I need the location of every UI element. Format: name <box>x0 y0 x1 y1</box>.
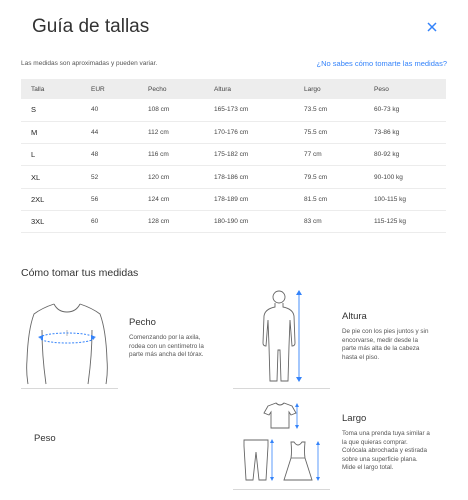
table-cell: 77 cm <box>294 144 364 166</box>
height-desc-line: De pie con los pies juntos y sin <box>342 328 429 335</box>
table-row <box>21 188 446 210</box>
length-desc-line: Colócala abrochada y estirada <box>342 447 428 454</box>
chest-desc-line: rodea con un centímetro la <box>129 342 204 350</box>
table-cell: 40 <box>81 99 138 121</box>
table-row <box>21 166 446 188</box>
table-cell: 79.5 cm <box>294 166 364 188</box>
close-button[interactable] <box>425 20 439 34</box>
column-header: Pecho <box>138 79 204 99</box>
table-cell: 178-189 cm <box>204 188 294 210</box>
table-cell: 60-73 kg <box>364 99 446 121</box>
length-description <box>342 430 430 473</box>
table-cell: 48 <box>81 144 138 166</box>
divider <box>21 388 118 389</box>
height-desc-line: parte más alta de la cabeza <box>342 345 420 352</box>
height-desc-line: encorvarse, medir desde la <box>342 336 418 344</box>
table-cell: 178-186 cm <box>204 166 294 188</box>
table-cell: S <box>21 99 81 121</box>
table-cell: XL <box>21 166 81 188</box>
table-cell: 73.5 cm <box>294 99 364 121</box>
table-cell: 60 <box>81 210 138 232</box>
close-icon <box>425 20 439 34</box>
height-title: Altura <box>342 311 367 322</box>
size-table <box>21 79 446 233</box>
table-cell: 75.5 cm <box>294 121 364 143</box>
table-cell: 116 cm <box>138 144 204 166</box>
column-header: EUR <box>81 79 138 99</box>
table-cell: 128 cm <box>138 210 204 232</box>
length-desc-line: sobre una superficie plana. <box>342 455 418 463</box>
table-row <box>21 99 446 121</box>
table-cell: 115-125 kg <box>364 210 446 232</box>
table-cell: 2XL <box>21 188 81 210</box>
length-title: Largo <box>342 413 367 424</box>
column-header: Altura <box>204 79 294 99</box>
table-cell: 90-100 kg <box>364 166 446 188</box>
table-cell: 52 <box>81 166 138 188</box>
page-title: Guía de tallas <box>32 16 150 37</box>
height-body-icon <box>255 288 327 386</box>
measure-help-link[interactable]: ¿No sabes cómo tomarte las medidas? <box>316 59 447 68</box>
table-cell: 44 <box>81 121 138 143</box>
column-header: Peso <box>364 79 446 99</box>
table-cell: 112 cm <box>138 121 204 143</box>
table-header-row <box>21 79 446 99</box>
chest-torso-icon <box>24 300 110 386</box>
height-desc-line: hasta el piso. <box>342 353 380 361</box>
height-description <box>342 328 428 362</box>
table-row <box>21 144 446 166</box>
table-cell: 3XL <box>21 210 81 232</box>
table-cell: 120 cm <box>138 166 204 188</box>
length-desc-line: Mide el largo total. <box>342 464 394 471</box>
column-header: Talla <box>21 79 81 99</box>
table-cell: M <box>21 121 81 143</box>
table-cell: L <box>21 144 81 166</box>
table-cell: 170-176 cm <box>204 121 294 143</box>
chest-title: Pecho <box>129 317 156 328</box>
table-cell: 80-92 kg <box>364 144 446 166</box>
table-row <box>21 121 446 143</box>
table-cell: 124 cm <box>138 188 204 210</box>
length-desc-line: Toma una prenda tuya similar a <box>342 430 430 437</box>
garment-length-icon <box>238 400 336 486</box>
table-cell: 108 cm <box>138 99 204 121</box>
how-to-measure-title: Cómo tomar tus medidas <box>21 267 139 279</box>
divider <box>233 489 330 490</box>
column-header: Largo <box>294 79 364 99</box>
length-desc-line: la que quieras comprar. <box>342 438 408 446</box>
table-cell: 81.5 cm <box>294 188 364 210</box>
divider <box>233 388 330 389</box>
weight-title: Peso <box>34 433 56 444</box>
table-row <box>21 210 446 232</box>
table-cell: 83 cm <box>294 210 364 232</box>
table-cell: 175-182 cm <box>204 144 294 166</box>
table-cell: 100-115 kg <box>364 188 446 210</box>
table-cell: 56 <box>81 188 138 210</box>
chest-description <box>129 334 204 360</box>
chest-desc-line: Comenzando por la axila, <box>129 334 201 341</box>
table-cell: 180-190 cm <box>204 210 294 232</box>
disclaimer-text: Las medidas son aproximadas y pueden variar. <box>21 60 158 67</box>
chest-desc-line: parte más ancha del tórax. <box>129 351 204 358</box>
table-cell: 165-173 cm <box>204 99 294 121</box>
table-cell: 73-86 kg <box>364 121 446 143</box>
